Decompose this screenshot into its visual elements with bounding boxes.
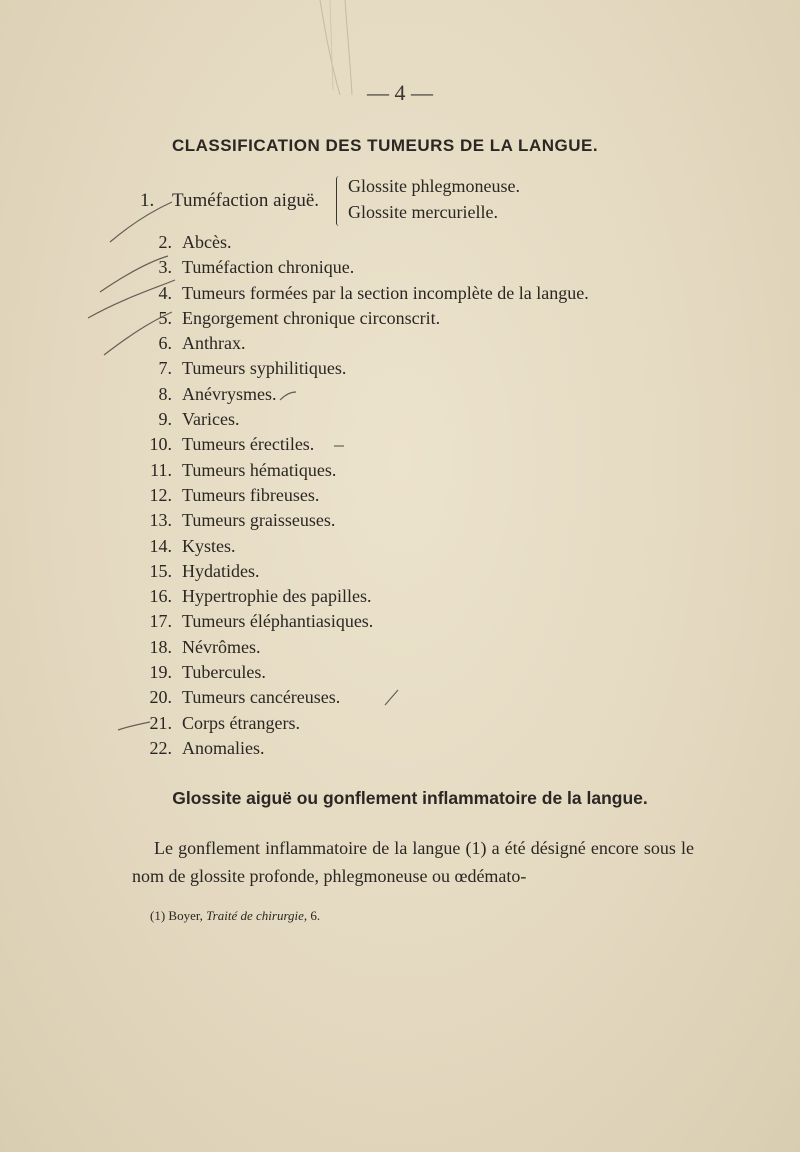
list-item (120, 382, 680, 407)
item-text: Tumeurs fibreuses. (182, 484, 320, 505)
body-paragraph: Le gonflement inflammatoire de la langue (1) a été désigné encore sous le nom de glossite profonde, phlegmoneuse ou œdémato- (132, 838, 694, 886)
list-item (120, 711, 680, 736)
item-text: Tubercules. (182, 662, 266, 683)
classification-list (120, 230, 680, 761)
item-number: 12. (149, 484, 172, 505)
item-number: 14. (149, 535, 172, 556)
item-number: 20. (149, 687, 172, 708)
item-text: Hydatides. (182, 560, 260, 581)
item-text: Tumeurs éléphantiasiques. (182, 611, 374, 632)
list-item (120, 736, 680, 761)
item-text: Tumeurs graisseuses. (182, 510, 336, 531)
sub-entry: Glossite mercurielle. (348, 202, 498, 222)
item-text: Corps étrangers. (182, 712, 300, 733)
list-item (120, 458, 680, 483)
item-number: 7. (158, 358, 172, 379)
item-number: 17. (149, 611, 172, 632)
item-number: 5. (158, 307, 172, 328)
list-item (120, 508, 680, 533)
item-number: 4. (158, 282, 172, 303)
item-text: Hypertrophie des papilles. (182, 586, 372, 607)
list-item (120, 281, 680, 306)
item-number: 6. (158, 333, 172, 354)
list-item (120, 635, 680, 660)
list-item (120, 432, 680, 457)
item-text: Anthrax. (182, 333, 246, 354)
item-number: 19. (149, 662, 172, 683)
item-text: Engorgement chronique circonscrit. (182, 307, 441, 328)
item-text: Tuméfaction chronique. (182, 257, 355, 278)
item-number: 18. (149, 636, 172, 657)
item-text: Anévrysmes. (182, 383, 277, 404)
list-item (120, 255, 680, 280)
list-item (120, 331, 680, 356)
item-number: 8. (158, 383, 172, 404)
list-item (120, 660, 680, 685)
item-number: 21. (149, 712, 172, 733)
item-number: 11. (150, 459, 172, 480)
list-item (120, 685, 680, 710)
list-item (120, 306, 680, 331)
brace (336, 176, 343, 226)
entry-number: 1. (140, 190, 155, 211)
list-item (120, 483, 680, 508)
list-item (120, 584, 680, 609)
item-number: 13. (149, 510, 172, 531)
footnote-title: Traité de chirurgie, (206, 908, 308, 923)
item-number: 9. (158, 409, 172, 430)
classification-entry-1 (140, 176, 600, 232)
footnote-ref: 6. (310, 908, 321, 923)
page-number: — 4 — (367, 80, 433, 105)
item-text: Tumeurs hématiques. (182, 459, 337, 480)
entry-label: Tuméfaction aiguë. (172, 190, 320, 211)
list-item (120, 230, 680, 255)
item-number: 3. (158, 257, 172, 278)
item-number: 16. (149, 586, 172, 607)
item-text: Anomalies. (182, 737, 265, 758)
item-number: 2. (158, 232, 172, 252)
list-item (120, 534, 680, 559)
sub-entry: Glossite phlegmoneuse. (348, 176, 520, 196)
subheading: Glossite aiguë ou gonflement inflammatoire de la langue. (172, 788, 648, 808)
section-title: CLASSIFICATION DES TUMEURS DE LA LANGUE. (171, 136, 599, 155)
item-number: 15. (149, 560, 172, 581)
footnote-marker: (1) Boyer, (150, 908, 203, 923)
item-text: Tumeurs cancéreuses. (182, 687, 341, 708)
item-number: 22. (149, 737, 172, 758)
list-item (120, 609, 680, 634)
item-text: Névrômes. (182, 636, 261, 657)
item-text: Varices. (182, 409, 240, 430)
item-text: Tumeurs syphilitiques. (182, 358, 347, 379)
list-item (120, 356, 680, 381)
item-text: Kystes. (182, 535, 236, 556)
item-text: Tumeurs formées par la section incomplète de la langue. (182, 282, 589, 303)
item-text: Tumeurs érectiles. (182, 434, 315, 455)
item-number: 10. (149, 434, 172, 455)
footnote (150, 908, 320, 924)
list-item (120, 407, 680, 432)
list-item (120, 559, 680, 584)
item-text: Abcès. (182, 232, 232, 252)
